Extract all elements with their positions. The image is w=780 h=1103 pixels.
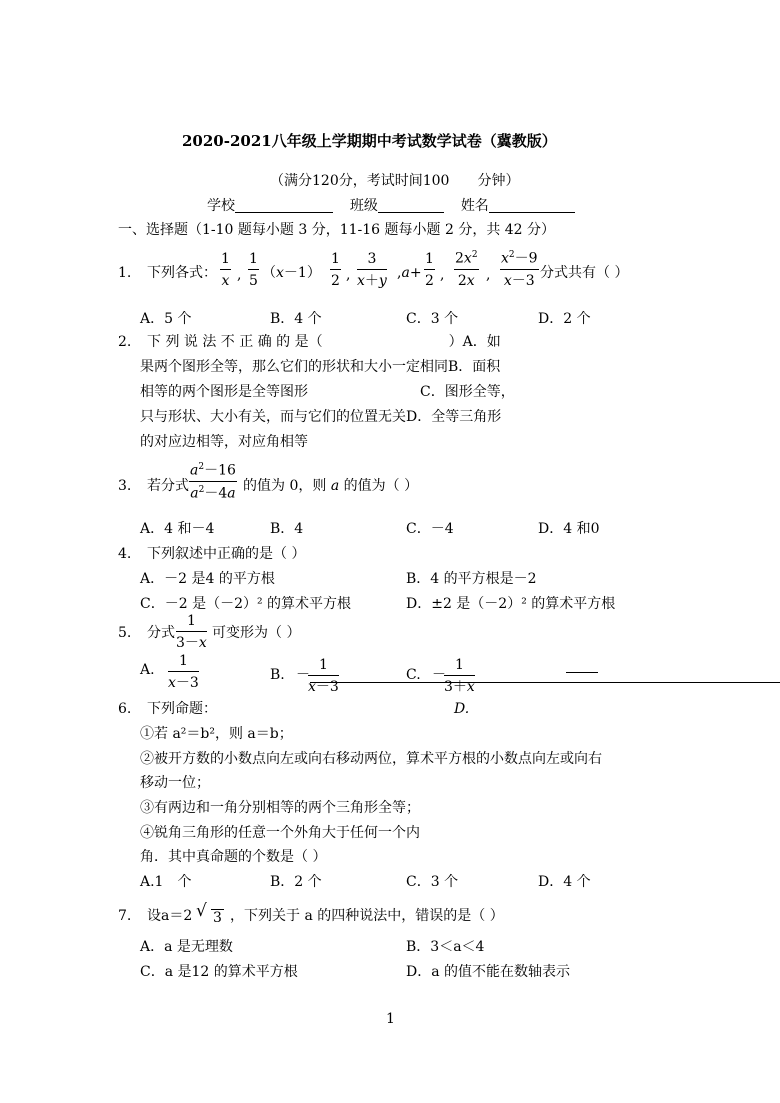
q2-number: 2. [118, 334, 132, 350]
q4-number: 4. [118, 546, 132, 562]
q1-option-a[interactable]: A．5 个 [140, 311, 192, 327]
q1-expr-5: ,a+ [397, 265, 422, 281]
q3-option-c[interactable]: C．－4 [406, 521, 454, 537]
q2-line-2: 果两个图形全等，那么它们的形状和大小一定相同B．面积 [140, 359, 501, 375]
q5-option-b-label[interactable]: B. [270, 667, 285, 683]
school-blank[interactable] [235, 198, 333, 213]
q6-item-3: ③有两边和一角分别相等的两个三角形全等； [140, 800, 420, 816]
q4-option-d[interactable]: D．±2 是（－2）² 的算术平方根 [406, 596, 616, 612]
q5-option-c-fraction: $\frac{1}{3+x}$ [444, 657, 475, 695]
sqrt-icon: √ [196, 901, 207, 921]
q5-option-c-minus: － [432, 667, 446, 683]
school-label: 学校 [207, 198, 235, 214]
q7-number: 7. [118, 908, 132, 924]
q1-tail: 分式共有（ ） [540, 265, 629, 281]
q5-rule [310, 682, 780, 683]
q1-option-b[interactable]: B．4 个 [270, 311, 322, 327]
q5-number: 5. [118, 625, 132, 641]
q5-fraction: $\frac{1}{3-x}$ [176, 613, 207, 651]
q2-line-3: 相等的两个图形是全等图形 C．图形全等， [140, 384, 515, 400]
q3-option-d[interactable]: D．4 和0 [538, 521, 600, 537]
q3-option-b[interactable]: B．4 [270, 521, 304, 537]
q7-radicand: 3 [213, 910, 222, 926]
q5-option-c-label[interactable]: C. [406, 667, 421, 683]
q5-option-a-label[interactable]: A. [140, 662, 155, 678]
q1-fraction-3: $\frac{1}{2}$ [331, 251, 340, 289]
info-line [207, 198, 575, 213]
q6-option-b[interactable]: B．2 个 [270, 874, 322, 890]
q4-option-c[interactable]: C．－2 是（－2）² 的算术平方根 [140, 596, 352, 612]
q7-lead: 设a＝2 [147, 908, 193, 924]
q1-number: 1. [118, 265, 132, 281]
q4-option-a[interactable]: A．－2 是4 的平方根 [140, 571, 275, 587]
page-number: 1 [386, 1011, 395, 1027]
q4-text: 下列叙述中正确的是（ ） [147, 546, 306, 562]
q4-option-b[interactable]: B．4 的平方根是－2 [406, 571, 537, 587]
q3-fraction: $\frac{a^2-16}{a^2-4a}$ [190, 462, 236, 502]
q7-option-b[interactable]: B．3＜a＜4 [406, 939, 485, 955]
q5-option-b-fraction: $\frac{1}{x-3}$ [308, 657, 339, 695]
q3-tail: 的值为 0，则 a 的值为（ ） [243, 478, 419, 494]
q1-lead: 下列各式： [147, 265, 217, 281]
q3-option-a[interactable]: A．4 和－4 [140, 521, 215, 537]
q1-expr-2: （x－1） [262, 265, 321, 281]
q6-item-4a: ④锐角三角形的任意一个外角大于任何一个内 [140, 825, 420, 841]
page-title: 2020-2021八年级上学期期中考试数学试卷（冀教版） [182, 132, 557, 150]
q7-option-a[interactable]: A．a 是无理数 [140, 939, 233, 955]
q1-comma: , [237, 267, 242, 283]
q7-tail: ，下列关于 a 的四种说法中，错误的是（ ） [230, 908, 504, 924]
q5-option-b-minus: － [296, 667, 310, 683]
q1-comma: , [346, 267, 351, 283]
q5-option-d-stub [566, 672, 598, 673]
q6-option-c[interactable]: C．3 个 [406, 874, 459, 890]
q1-fraction-1: $\frac{1}{x}$ [221, 251, 230, 289]
q1-fraction-7: $\frac{x^2-9}{x-3}$ [501, 250, 538, 289]
q6-option-a[interactable]: A.1 个 [140, 874, 192, 890]
section-heading: 一、选择题（1-10 题每小题 3 分，11-16 题每小题 2 分，共 42 分） [118, 222, 556, 238]
q2-line-1: 下 列 说 法 不 正 确 的 是（ ）A．如 [147, 334, 501, 350]
q1-option-c[interactable]: C．3 个 [406, 311, 459, 327]
q1-fraction-6: $\frac{2x^2}{2x}$ [455, 250, 478, 289]
q6-option-d[interactable]: D．4 个 [538, 874, 591, 890]
q7-option-c[interactable]: C．a 是12 的算术平方根 [140, 964, 298, 980]
q1-fraction-4: $\frac{3}{x+y}$ [357, 251, 387, 289]
q3-lead: 若分式 [147, 478, 189, 494]
q6-item-4b: 角．其中真命题的个数是（ ） [140, 849, 327, 865]
name-blank[interactable] [489, 198, 575, 213]
q6-text: 下列命题： [147, 701, 217, 717]
q1-comma: , [486, 267, 491, 283]
q6-number: 6. [118, 701, 132, 717]
q5-option-a-fraction: $\frac{1}{x-3}$ [168, 653, 199, 691]
q5-option-d-label[interactable]: D. [454, 701, 470, 717]
q6-item-2a: ②被开方数的小数点向左或向右移动两位，算术平方根的小数点向左或向右 [140, 751, 602, 767]
name-label: 姓名 [460, 198, 489, 214]
q1-fraction-2: $\frac{1}{5}$ [249, 251, 258, 289]
q1-comma: , [440, 267, 445, 283]
class-label: 班级 [349, 198, 378, 214]
q2-line-5: 的对应边相等，对应角相等 [140, 434, 308, 450]
class-blank[interactable] [378, 198, 444, 213]
q1-fraction-5: $\frac{1}{2}$ [425, 251, 434, 289]
q5-lead: 分式 [147, 625, 175, 641]
q5-tail: 可变形为（ ） [212, 625, 301, 641]
q1-option-d[interactable]: D．2 个 [538, 311, 591, 327]
q3-number: 3. [118, 478, 132, 494]
q6-item-2b: 移动一位； [140, 775, 210, 791]
q2-line-4: 只与形状、大小有关，而与它们的位置无关D．全等三角形 [140, 409, 502, 425]
subtitle: （满分120分，考试时间100 分钟） [270, 173, 520, 189]
q7-option-d[interactable]: D．a 的值不能在数轴表示 [406, 964, 571, 980]
q6-item-1: ①若 a²＝b²，则 a＝b； [140, 726, 293, 742]
